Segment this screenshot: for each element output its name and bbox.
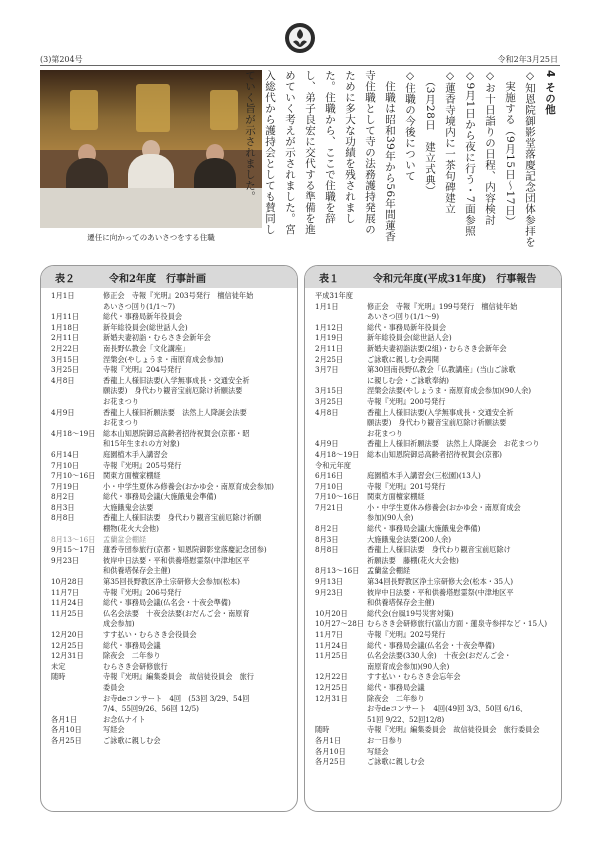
table-row bbox=[51, 323, 293, 334]
table-row bbox=[315, 386, 557, 397]
section-line: ために多大な功績を残されまし bbox=[344, 70, 356, 224]
row-date bbox=[51, 683, 103, 694]
row-event: 総本山知恩院御忌高齢者招待祝賀会(京都・昭 bbox=[103, 428, 250, 438]
table-row bbox=[315, 503, 557, 514]
row-event: 総代会(台風19号災害対策) bbox=[367, 608, 454, 618]
row-event: 和15年生まれの方対象) bbox=[103, 439, 180, 449]
row-event: ご詠歌に親しむ会再開 bbox=[367, 354, 439, 364]
row-event: 新婚夫妻初詣・むらさき会新年会 bbox=[103, 333, 211, 343]
row-date: 6月16日 bbox=[315, 471, 344, 481]
table-row bbox=[51, 386, 293, 397]
row-event: 南長野仏教会「文化講座」 bbox=[103, 343, 190, 353]
row-date bbox=[315, 556, 367, 567]
table-row bbox=[51, 725, 293, 736]
table-row bbox=[315, 556, 557, 567]
table-row bbox=[51, 524, 293, 535]
table-row bbox=[315, 333, 557, 344]
table-row bbox=[51, 704, 293, 715]
row-date: 令和元年度 bbox=[315, 460, 351, 470]
section-line: 実施する（9月15日～17日） bbox=[504, 70, 516, 227]
row-date bbox=[51, 397, 103, 408]
row-date: 各月25日 bbox=[315, 757, 346, 767]
table-row bbox=[51, 461, 293, 472]
row-event: 蓮香寺団参旅行(京都・知恩院御影堂落慶記念団参) bbox=[103, 545, 267, 555]
table-row bbox=[51, 333, 293, 344]
row-date: 2月11日 bbox=[51, 333, 80, 343]
row-date: 9月15～17日 bbox=[51, 545, 96, 555]
row-event: 寺報『光明』201号発行 bbox=[367, 481, 446, 491]
row-event: 寺報『光明』200号発行 bbox=[367, 396, 446, 406]
section-line: 入総代から護持会としても賛同し bbox=[264, 70, 276, 235]
row-event: 寺報『光明』編集委員会 故信徒役員会 旅行委員会 bbox=[367, 725, 540, 735]
section-line: ◇蓮香寺境内に一茶句碑建立 bbox=[444, 70, 456, 215]
row-date bbox=[315, 662, 367, 673]
row-event: 小・中学生夏休み修養会(おかゆ会・南原育成会 bbox=[367, 502, 521, 512]
row-event: 除夜会 二年参り bbox=[103, 651, 161, 661]
row-date: 9月13日 bbox=[315, 577, 344, 587]
row-date: 4月9日 bbox=[51, 407, 75, 417]
section-line: ◇9月1日から夜に行う・7面参照 bbox=[464, 70, 476, 237]
table-row bbox=[51, 672, 293, 683]
row-event: 修正会 寺報『光明』203号発行 檀信徒年始 bbox=[103, 291, 254, 300]
row-date: 11月7日 bbox=[315, 630, 344, 639]
row-date: 2月22日 bbox=[51, 343, 80, 353]
table-row bbox=[315, 641, 557, 652]
row-event: 寺報『光明』205号発行 bbox=[103, 460, 182, 470]
table-row bbox=[315, 323, 557, 334]
table-row bbox=[51, 609, 293, 620]
table-row bbox=[315, 609, 557, 620]
table-row bbox=[51, 503, 293, 514]
table-row bbox=[315, 418, 557, 429]
row-date: 11月7日 bbox=[51, 587, 80, 597]
row-event: 総本山知恩院御忌高齢者招待祝賀会(京都) bbox=[367, 449, 502, 459]
row-event: 新年総役員会(総世話人会) bbox=[367, 333, 452, 343]
row-date bbox=[51, 302, 103, 313]
table-row bbox=[51, 365, 293, 376]
row-date: 8月2日 bbox=[315, 524, 339, 534]
row-date: 12月31日 bbox=[315, 693, 348, 703]
row-date: 8月3日 bbox=[315, 534, 339, 544]
row-event: 大施餓鬼会法要 bbox=[103, 502, 154, 512]
row-event: 第35回長野教区浄土宗研修大会参加(松本) bbox=[103, 577, 240, 587]
row-event: 寺報『光明』編集委員会 故信徒役員会 旅行 bbox=[103, 672, 254, 682]
table-row bbox=[315, 450, 557, 461]
table-row bbox=[315, 566, 557, 577]
table-row bbox=[315, 598, 557, 609]
section-line: めていく考えが示されました。宮 bbox=[284, 70, 296, 235]
section-line: ◇知恩院御影堂落慶記念団体参拝を bbox=[524, 70, 536, 248]
row-event: 写経会 bbox=[103, 725, 125, 735]
row-event: 51回 9/22、52回12/8) bbox=[367, 714, 445, 724]
row-event: 参加)(90人余) bbox=[367, 513, 414, 523]
row-event: 総代・事務局会議 bbox=[103, 640, 161, 650]
table-row bbox=[51, 450, 293, 461]
row-date: 9月23日 bbox=[51, 555, 80, 565]
row-event: 総代・事務局新年役員会 bbox=[367, 322, 447, 332]
row-date: 8月13～16日 bbox=[315, 566, 360, 576]
table-row bbox=[315, 672, 557, 683]
row-date bbox=[315, 376, 367, 387]
table-row bbox=[315, 302, 557, 313]
row-date bbox=[315, 312, 367, 323]
table-row bbox=[315, 725, 557, 736]
row-event: むらさき会研修旅行(富山方面・蓮泉寺参拝など・15人) bbox=[367, 619, 548, 629]
row-event: お一日参り bbox=[367, 735, 403, 745]
section-line: 寺住職として寺の法務護持発展の bbox=[364, 70, 376, 235]
row-event: すす払い・むらさき会役員会 bbox=[103, 630, 197, 639]
row-event: お花まつり bbox=[103, 418, 139, 428]
table-row bbox=[51, 492, 293, 503]
table-row bbox=[315, 408, 557, 419]
row-event: 香龍上人様旧法要(入学無事成長・交通安全祈 bbox=[103, 375, 250, 385]
table-row bbox=[315, 651, 557, 662]
row-date: 3月7日 bbox=[315, 365, 339, 375]
table-row bbox=[51, 376, 293, 387]
table-row bbox=[51, 694, 293, 705]
row-date bbox=[315, 704, 367, 715]
table-row bbox=[51, 715, 293, 726]
row-event: お念仏ナイト bbox=[103, 714, 146, 724]
row-date: 3月25日 bbox=[51, 365, 80, 375]
table-row bbox=[51, 429, 293, 440]
row-date: 11月24日 bbox=[315, 640, 348, 650]
row-event: 彼岸中日法要・平和供養塔慰霊祭(中津地区平 bbox=[103, 555, 250, 565]
row-date: 1月1日 bbox=[315, 301, 339, 311]
table-row bbox=[315, 619, 557, 630]
row-event: 願法要) 身代わり観音宝前厄除け祈願法要 bbox=[103, 386, 243, 396]
row-date: 8月8日 bbox=[51, 513, 75, 523]
row-date: 6月14日 bbox=[51, 449, 80, 459]
table-row bbox=[315, 513, 557, 524]
table-row bbox=[51, 418, 293, 429]
table-row bbox=[315, 524, 557, 535]
issue-date: 令和2年3月25日 bbox=[497, 55, 558, 64]
row-date: 4月18～19日 bbox=[315, 449, 360, 459]
row-date: 11月24日 bbox=[51, 598, 84, 608]
row-event: に親しむ会・ご詠歌奉納) bbox=[367, 375, 449, 385]
row-event: 総代・事務局会議(大施餓鬼会準備) bbox=[103, 492, 217, 502]
row-event: 彼岸中日法要・平和供養塔慰霊祭(中津地区平 bbox=[367, 587, 514, 597]
report-table bbox=[304, 265, 562, 812]
row-event: 香龍上人様旧法要(入学無事成長・交通安全祈 bbox=[367, 407, 514, 417]
row-date bbox=[51, 694, 103, 705]
row-event: 関東方面檀家棚経 bbox=[103, 471, 161, 481]
row-event: 新年総役員会(総世話人会) bbox=[103, 322, 188, 332]
row-date: 各月25日 bbox=[51, 735, 82, 745]
row-event: 孟蘭盆会棚経 bbox=[103, 534, 147, 544]
report-table-header bbox=[305, 266, 561, 288]
row-date bbox=[315, 598, 367, 609]
row-date: 11月25日 bbox=[315, 651, 348, 661]
table-row bbox=[315, 471, 557, 482]
row-date bbox=[315, 429, 367, 440]
row-event: 祈願法要 藤棚(花火大会他) bbox=[367, 555, 459, 565]
row-event: 7/4、55回9/26、56回 12/5) bbox=[103, 704, 199, 714]
row-event: 小・中学生夏休み修養会(おかゆ会・南原育成会参加) bbox=[103, 481, 274, 491]
section-other-text bbox=[240, 70, 560, 250]
ceremony-photo bbox=[40, 70, 262, 228]
row-date: 4月9日 bbox=[315, 439, 339, 449]
table-row bbox=[315, 492, 557, 503]
row-event: すす払い・むらさき会忘年会 bbox=[367, 672, 461, 682]
section-line: ていく旨が示されました。 bbox=[244, 70, 256, 202]
table-row bbox=[51, 641, 293, 652]
table-row bbox=[315, 482, 557, 493]
table-row bbox=[51, 513, 293, 524]
row-date: 10月20日 bbox=[315, 608, 348, 618]
row-event: 第34回長野教区浄土宗研修大会(松本・35人) bbox=[367, 577, 514, 587]
row-event bbox=[367, 291, 557, 302]
row-date bbox=[51, 704, 103, 715]
table-row bbox=[51, 291, 293, 302]
row-date: 7月10～16日 bbox=[51, 471, 96, 481]
row-event: むらさき会研修旅行 bbox=[103, 661, 168, 671]
table-row bbox=[315, 365, 557, 376]
table-row bbox=[51, 556, 293, 567]
row-date bbox=[315, 418, 367, 429]
row-date: 1月1日 bbox=[51, 291, 75, 300]
temple-emblem-icon bbox=[284, 22, 316, 54]
row-date bbox=[315, 715, 367, 726]
row-event: 第30回南長野仏教会「仏教講座」(当山ご詠歌 bbox=[367, 365, 516, 375]
row-date: 11月25日 bbox=[51, 608, 84, 618]
header-divider bbox=[40, 65, 560, 66]
row-event: 関東方面檀家棚経 bbox=[367, 492, 425, 502]
table-row bbox=[315, 736, 557, 747]
table-row bbox=[315, 439, 557, 450]
table-row bbox=[315, 535, 557, 546]
table-row bbox=[51, 471, 293, 482]
row-date: 9月23日 bbox=[315, 587, 344, 597]
row-event: 総代・事務局会議(仏名会・十夜会準備) bbox=[367, 640, 495, 650]
report-table-title: 令和元年度(平成31年度) 行事報告 bbox=[373, 273, 537, 285]
row-date: 3月15日 bbox=[315, 386, 344, 396]
row-event: 南原育成会参加)(90人余) bbox=[367, 661, 450, 671]
row-date: 4月8日 bbox=[315, 407, 339, 417]
row-date: 3月15日 bbox=[51, 354, 80, 364]
row-event: 成会参加) bbox=[103, 619, 135, 629]
row-date: 12月25日 bbox=[315, 682, 348, 692]
table-row bbox=[315, 630, 557, 641]
table-row bbox=[315, 355, 557, 366]
row-event bbox=[367, 461, 557, 472]
table-row bbox=[315, 683, 557, 694]
row-date: 随時 bbox=[315, 725, 330, 735]
row-event: お寺deコンサート 4回(49回 3/3、50回 6/16、 bbox=[367, 704, 528, 714]
row-event: 涅槃会法要(やしょうま・南原育成会参加)(90人余) bbox=[367, 386, 532, 396]
row-date: 10月28日 bbox=[51, 577, 84, 587]
row-date: 各月10日 bbox=[51, 725, 82, 735]
table-row bbox=[315, 715, 557, 726]
row-date bbox=[51, 524, 103, 535]
row-event: お寺deコンサート 4回 (53回 3/29、54回 bbox=[103, 693, 250, 703]
row-event: 和供養塔保存会主催) bbox=[103, 566, 171, 576]
row-event: 香龍上人様旧祈願法要 法然上人降誕会法要 bbox=[103, 407, 247, 417]
row-date bbox=[51, 386, 103, 397]
row-date: 1月19日 bbox=[315, 333, 344, 343]
row-date: 12月31日 bbox=[51, 651, 84, 661]
table-row bbox=[51, 736, 293, 747]
section-line: ◇お十日詣りの日程、内容検討 bbox=[484, 70, 496, 226]
report-table-rows bbox=[305, 288, 561, 768]
section-line: （3月28日 建立式典） bbox=[424, 70, 436, 197]
table-row bbox=[51, 619, 293, 630]
row-event: 除夜会 二年参り bbox=[367, 693, 425, 703]
photo-caption: 遷任に向かってのあいさつをする住職 bbox=[87, 233, 215, 242]
row-event: 棚物(花火大会他) bbox=[103, 524, 159, 534]
plan-table-header bbox=[41, 266, 297, 288]
row-date: 7月19日 bbox=[51, 481, 80, 491]
row-event: 寺報『光明』204号発行 bbox=[103, 365, 182, 375]
row-event: 委員会 bbox=[103, 682, 125, 692]
issue-number: (3)第204号 bbox=[40, 55, 83, 64]
row-date bbox=[315, 513, 367, 524]
row-event: ご詠歌に親しむ会 bbox=[103, 735, 161, 745]
table-row bbox=[315, 757, 557, 768]
table-row bbox=[315, 577, 557, 588]
row-event: あいさつ回り(1/1～7) bbox=[103, 301, 176, 311]
row-date bbox=[51, 418, 103, 429]
row-date: 1月18日 bbox=[51, 322, 80, 332]
table-row bbox=[315, 461, 557, 472]
row-date: 2月11日 bbox=[315, 343, 344, 353]
row-event: 仏名会法要 十夜会法要(おだんご会・南原育 bbox=[103, 608, 250, 618]
row-date: 4月18～19日 bbox=[51, 428, 96, 438]
table-row bbox=[51, 588, 293, 599]
row-date: 各月10日 bbox=[315, 746, 346, 756]
row-event: 総代・事務局会議(仏名会・十夜会準備) bbox=[103, 598, 231, 608]
table-row bbox=[315, 376, 557, 387]
row-event: 総代・事務局新年役員会 bbox=[103, 312, 183, 322]
row-event: 涅槃会(やしょうま・南原育成会参加) bbox=[103, 354, 224, 364]
table-row bbox=[315, 344, 557, 355]
row-date: 随時 bbox=[51, 672, 66, 682]
table-row bbox=[51, 535, 293, 546]
table-row bbox=[315, 312, 557, 323]
table-row bbox=[315, 588, 557, 599]
table-row bbox=[315, 429, 557, 440]
row-event: 総代・事務局会議 bbox=[367, 682, 425, 692]
row-date: 8月8日 bbox=[315, 545, 339, 555]
row-date: 12月20日 bbox=[51, 630, 84, 639]
row-event: 孟蘭盆会棚経 bbox=[367, 566, 411, 576]
row-event: 新婚夫妻初詣法要(2組)・むらさき会新年会 bbox=[367, 343, 507, 353]
row-date: 2月25日 bbox=[315, 354, 344, 364]
row-date: 平成31年度 bbox=[315, 291, 353, 300]
row-event: 寺報『光明』206号発行 bbox=[103, 587, 182, 597]
row-date: 8月13～16日 bbox=[51, 534, 96, 544]
row-event: 願法要) 身代わり観音宝前厄除け祈願法要 bbox=[367, 418, 507, 428]
plan-table-number: 表２ bbox=[55, 273, 75, 285]
table-row bbox=[315, 291, 557, 302]
row-date: 12月25日 bbox=[51, 640, 84, 650]
table-row bbox=[51, 397, 293, 408]
plan-table-rows bbox=[41, 288, 297, 747]
table-row bbox=[51, 312, 293, 323]
row-date: 未定 bbox=[51, 661, 66, 671]
row-date: 8月2日 bbox=[51, 492, 75, 502]
row-event: あいさつ回り(1/1～9) bbox=[367, 312, 440, 322]
row-event: ご詠歌に親しむ会 bbox=[367, 757, 425, 767]
report-table-number: 表１ bbox=[319, 273, 339, 285]
table-row bbox=[51, 630, 293, 641]
row-event: 寺報『光明』202号発行 bbox=[367, 630, 446, 639]
row-date: 各月1日 bbox=[51, 714, 78, 724]
table-row bbox=[51, 662, 293, 673]
row-event: 大施餓鬼会法要(200人余) bbox=[367, 534, 452, 544]
row-event: 仏名会法要(330人余) 十夜会(おだんご会・ bbox=[367, 651, 512, 661]
table-row bbox=[315, 397, 557, 408]
table-row bbox=[51, 355, 293, 366]
row-date: 3月25日 bbox=[315, 396, 344, 406]
row-date: 10月27～28日 bbox=[315, 619, 365, 629]
row-event: 香龍上人様旧法要 身代わり観音宝前厄除け bbox=[367, 545, 511, 555]
section-line: 住職は昭和39年から56年間蓮香 bbox=[384, 70, 396, 242]
row-event: 香龍上人様旧祈願法要 法然上人降誕会 お花まつり bbox=[367, 439, 540, 449]
row-date: 7月10日 bbox=[315, 481, 344, 491]
table-row bbox=[51, 408, 293, 419]
section-line: た。住職から、ここで住職を辞 bbox=[324, 70, 336, 224]
row-date: 12月22日 bbox=[315, 672, 348, 682]
table-row bbox=[315, 694, 557, 705]
row-event: 修正会 寺報『光明』199号発行 檀信徒年始 bbox=[367, 301, 518, 311]
section-line: し、弟子良宏に交代する準備を進 bbox=[304, 70, 316, 235]
row-date: 1月12日 bbox=[315, 322, 344, 332]
section-other bbox=[244, 70, 560, 250]
table-row bbox=[51, 598, 293, 609]
plan-table bbox=[40, 265, 298, 812]
plan-table-title: 令和2年度 行事計画 bbox=[109, 273, 206, 285]
row-event: 庭園植木手入講習会 bbox=[103, 449, 168, 459]
row-date: 各月1日 bbox=[315, 735, 342, 745]
row-event: お花まつり bbox=[367, 428, 403, 438]
row-date: 8月3日 bbox=[51, 502, 75, 512]
row-event: 香龍上人様旧法要 身代わり観音宝前厄除け祈願 bbox=[103, 513, 262, 523]
row-date: 7月10～16日 bbox=[315, 492, 360, 502]
row-event: 和供養塔保存会主催) bbox=[367, 598, 435, 608]
row-date bbox=[51, 566, 103, 577]
table-row bbox=[315, 662, 557, 673]
table-row bbox=[51, 302, 293, 313]
table-row bbox=[51, 344, 293, 355]
table-row bbox=[51, 577, 293, 588]
section-heading: 4 その他 bbox=[544, 70, 556, 115]
row-event: お花まつり bbox=[103, 396, 139, 406]
table-row bbox=[51, 482, 293, 493]
row-date bbox=[51, 619, 103, 630]
row-event: 写経会 bbox=[367, 746, 389, 756]
table-row bbox=[315, 747, 557, 758]
table-row bbox=[51, 545, 293, 556]
row-date: 7月10日 bbox=[51, 460, 80, 470]
table-row bbox=[51, 439, 293, 450]
row-date: 7月21日 bbox=[315, 502, 344, 512]
table-row bbox=[315, 704, 557, 715]
section-line: ◇住職の今後について bbox=[404, 70, 416, 182]
row-event: 総代・事務局会議(大施餓鬼会準備) bbox=[367, 524, 481, 534]
row-date bbox=[51, 439, 103, 450]
row-date: 1月11日 bbox=[51, 312, 80, 322]
table-row bbox=[51, 566, 293, 577]
table-row bbox=[51, 683, 293, 694]
row-event: 庭園植木手入講習会(三松園)(13人) bbox=[367, 471, 481, 481]
table-row bbox=[51, 651, 293, 662]
table-row bbox=[315, 545, 557, 556]
row-date: 4月8日 bbox=[51, 375, 75, 385]
